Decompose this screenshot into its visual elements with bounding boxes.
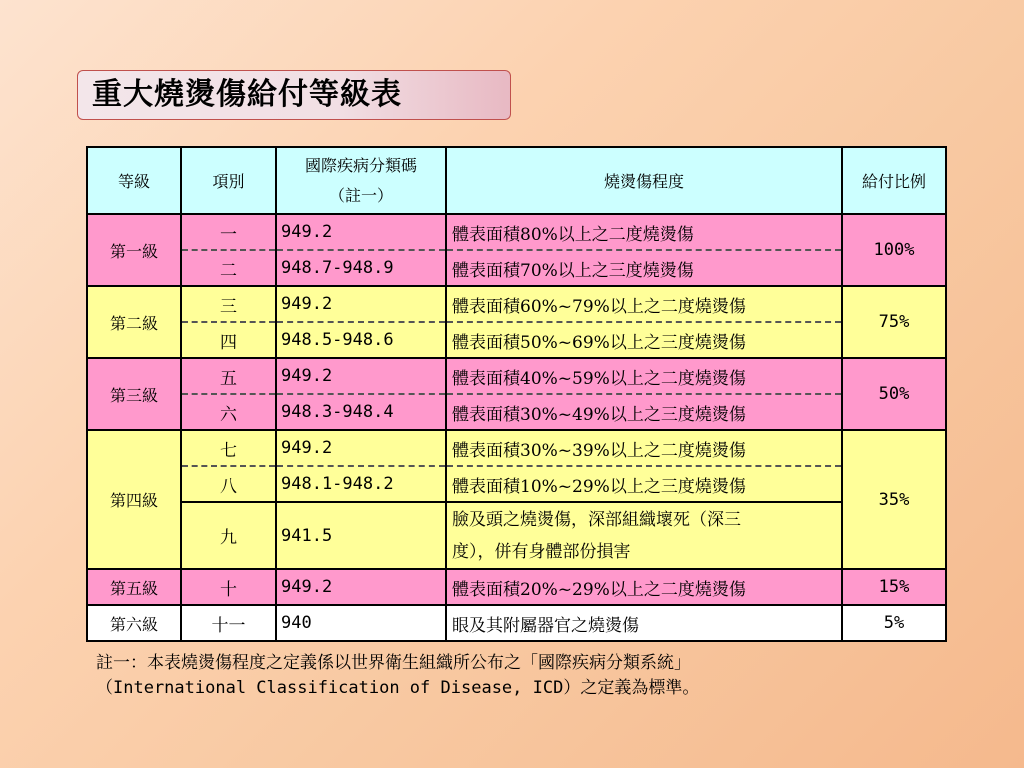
ratio-cell: 5%: [842, 605, 946, 641]
icd-cell: 948.1-948.2: [276, 466, 446, 502]
grade-cell: 第四級: [87, 430, 181, 569]
icd-cell: 948.5-948.6: [276, 322, 446, 358]
ratio-cell: 50%: [842, 358, 946, 430]
ratio-cell: 100%: [842, 214, 946, 286]
footnote: [96, 651, 926, 701]
item-cell: 四: [181, 322, 276, 358]
degree-cell: 體表面積60%~79%以上之二度燒燙傷: [446, 286, 842, 322]
header-item: 項別: [181, 147, 276, 214]
degree-cell: 體表面積10%~29%以上之三度燒燙傷: [446, 466, 842, 502]
item-cell: 十一: [181, 605, 276, 641]
page-title: 重大燒燙傷給付等級表: [92, 77, 402, 112]
header-icd-note: （註一）: [328, 185, 393, 205]
table-row: [87, 358, 946, 394]
table-row: [87, 569, 946, 605]
ratio-cell: 75%: [842, 286, 946, 358]
icd-cell: 949.2: [276, 430, 446, 466]
degree-cell: 體表面積40%~59%以上之二度燒燙傷: [446, 358, 842, 394]
table-row: [87, 430, 946, 466]
degree-cell: 眼及其附屬器官之燒燙傷: [446, 605, 842, 641]
ratio-cell: 35%: [842, 430, 946, 569]
degree-cell: 體表面積80%以上之二度燒燙傷: [446, 214, 842, 250]
footnote-line-2: （International Classification of Disease, ICD）之定義為標準。: [96, 678, 700, 698]
icd-cell: 949.2: [276, 214, 446, 250]
ratio-cell: 15%: [842, 569, 946, 605]
item-cell: 八: [181, 466, 276, 502]
degree-cell: 體表面積20%~29%以上之二度燒燙傷: [446, 569, 842, 605]
item-cell: 三: [181, 286, 276, 322]
degree-line: 度），併有身體部份損害: [452, 541, 631, 562]
item-cell: 五: [181, 358, 276, 394]
burn-grade-table: [86, 146, 947, 642]
degree-cell: [446, 502, 842, 569]
degree-cell: 體表面積70%以上之三度燒燙傷: [446, 250, 842, 286]
title-banner: [77, 70, 511, 120]
grade-cell: 第六級: [87, 605, 181, 641]
table-row: [87, 250, 946, 286]
item-cell: 六: [181, 394, 276, 430]
degree-cell: 體表面積50%~69%以上之三度燒燙傷: [446, 322, 842, 358]
header-ratio: 給付比例: [842, 147, 946, 214]
item-cell: 九: [181, 502, 276, 569]
table-row: [87, 502, 946, 569]
header-degree: 燒燙傷程度: [446, 147, 842, 214]
item-cell: 二: [181, 250, 276, 286]
grade-cell: 第三級: [87, 358, 181, 430]
header-icd-label: 國際疾病分類碼: [304, 155, 417, 175]
icd-cell: 949.2: [276, 569, 446, 605]
degree-line: 臉及頭之燒燙傷，深部組織壞死（深三: [452, 509, 741, 530]
icd-cell: 948.3-948.4: [276, 394, 446, 430]
grade-cell: 第一級: [87, 214, 181, 286]
degree-cell: 體表面積30%~39%以上之二度燒燙傷: [446, 430, 842, 466]
icd-cell: 949.2: [276, 358, 446, 394]
grade-cell: 第五級: [87, 569, 181, 605]
grade-cell: 第二級: [87, 286, 181, 358]
item-cell: 七: [181, 430, 276, 466]
footnote-line-1: 註一：本表燒燙傷程度之定義係以世界衛生組織所公布之「國際疾病分類系統」: [96, 653, 691, 673]
table-row: [87, 605, 946, 641]
degree-cell: 體表面積30%~49%以上之三度燒燙傷: [446, 394, 842, 430]
table-row: [87, 214, 946, 250]
table-row: [87, 466, 946, 502]
item-cell: 十: [181, 569, 276, 605]
table-header-row: [87, 147, 946, 214]
header-grade: 等級: [87, 147, 181, 214]
icd-cell: 940: [276, 605, 446, 641]
header-icd: [276, 147, 446, 214]
table-row: [87, 394, 946, 430]
icd-cell: 948.7-948.9: [276, 250, 446, 286]
icd-cell: 941.5: [276, 502, 446, 569]
item-cell: 一: [181, 214, 276, 250]
table-row: [87, 322, 946, 358]
icd-cell: 949.2: [276, 286, 446, 322]
table-row: [87, 286, 946, 322]
